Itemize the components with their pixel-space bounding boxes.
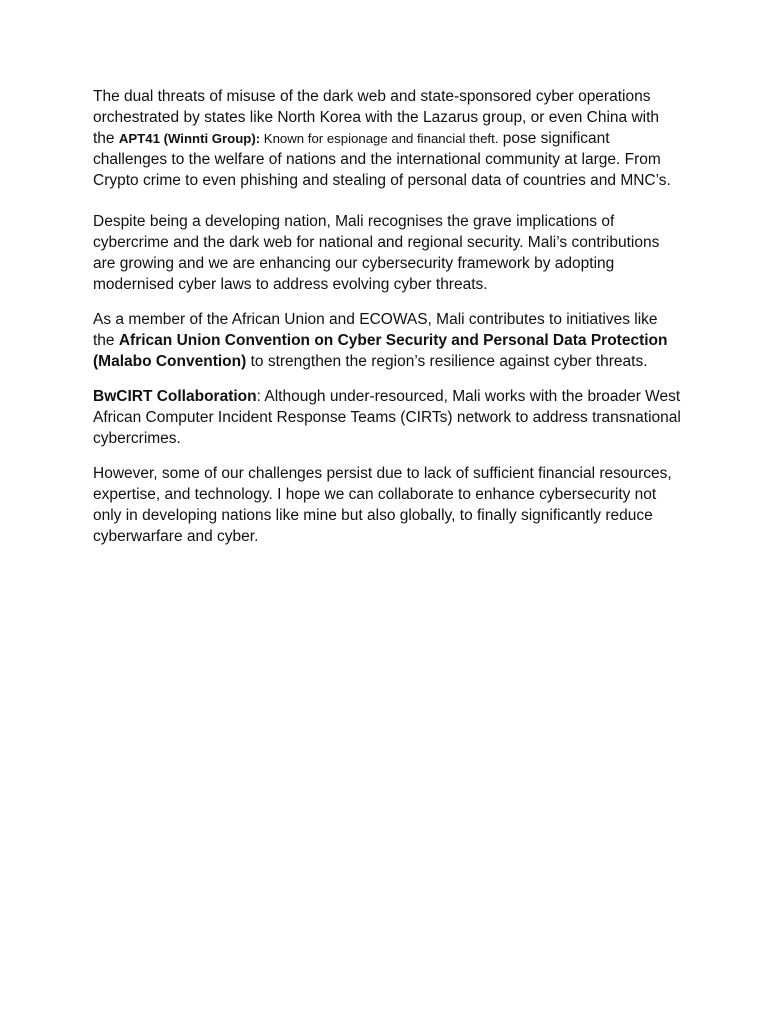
paragraph-bwcirt (93, 386, 683, 449)
paragraph-challenges: However, some of our challenges persist due to lack of sufficient financial resources, expertise, and technology. I hope we can collaborate to enhance cybersecurity not only in developing nations like mine but also globally, to finally significantly reduce cyberwarfare and cyber. (93, 465, 672, 545)
bwcirt-heading: BwCIRT Collaboration (93, 388, 257, 405)
paragraph-african-union-tail: to strengthen the region’s resilience against cyber threats. (246, 353, 648, 370)
apt41-name: APT41 (Winnti Group): (118, 131, 261, 146)
malabo-convention-name: African Union Convention on Cyber Security and Personal Data Protection (Malabo Convention) (93, 332, 668, 370)
paragraph-threats-tail: pose significant challenges to the welfare of nations and the international community at large. From Crypto crime to even phishing and stealing of personal data of countries and MNC’s. (93, 130, 671, 189)
paragraph-mali-recognition: Despite being a developing nation, Mali recognises the grave implications of cybercrime and the dark web for national and regional security. Mali’s contributions are growing and we are enhancing our cybersecurity framework by adopting modernised cyber laws to address evolving cyber threats. (93, 213, 660, 293)
apt41-description: Known for espionage and financial theft. (260, 131, 499, 146)
paragraph-african-union (93, 309, 683, 372)
paragraph-bwcirt-tail: : Although under-resourced, Mali works with the broader West African Computer Incident Response Teams (CIRTs) network to address transnational cybercrimes. (93, 388, 681, 447)
paragraph-threats (93, 86, 683, 191)
paragraph-threats-lead: The dual threats of misuse of the dark web and state-sponsored cyber operations orchestrated by states like North Korea with the Lazarus group, or even China with the (93, 88, 660, 147)
document-page (93, 86, 683, 547)
paragraph-african-union-lead: As a member of the African Union and ECOWAS, Mali contributes to initiatives like the (93, 311, 658, 349)
